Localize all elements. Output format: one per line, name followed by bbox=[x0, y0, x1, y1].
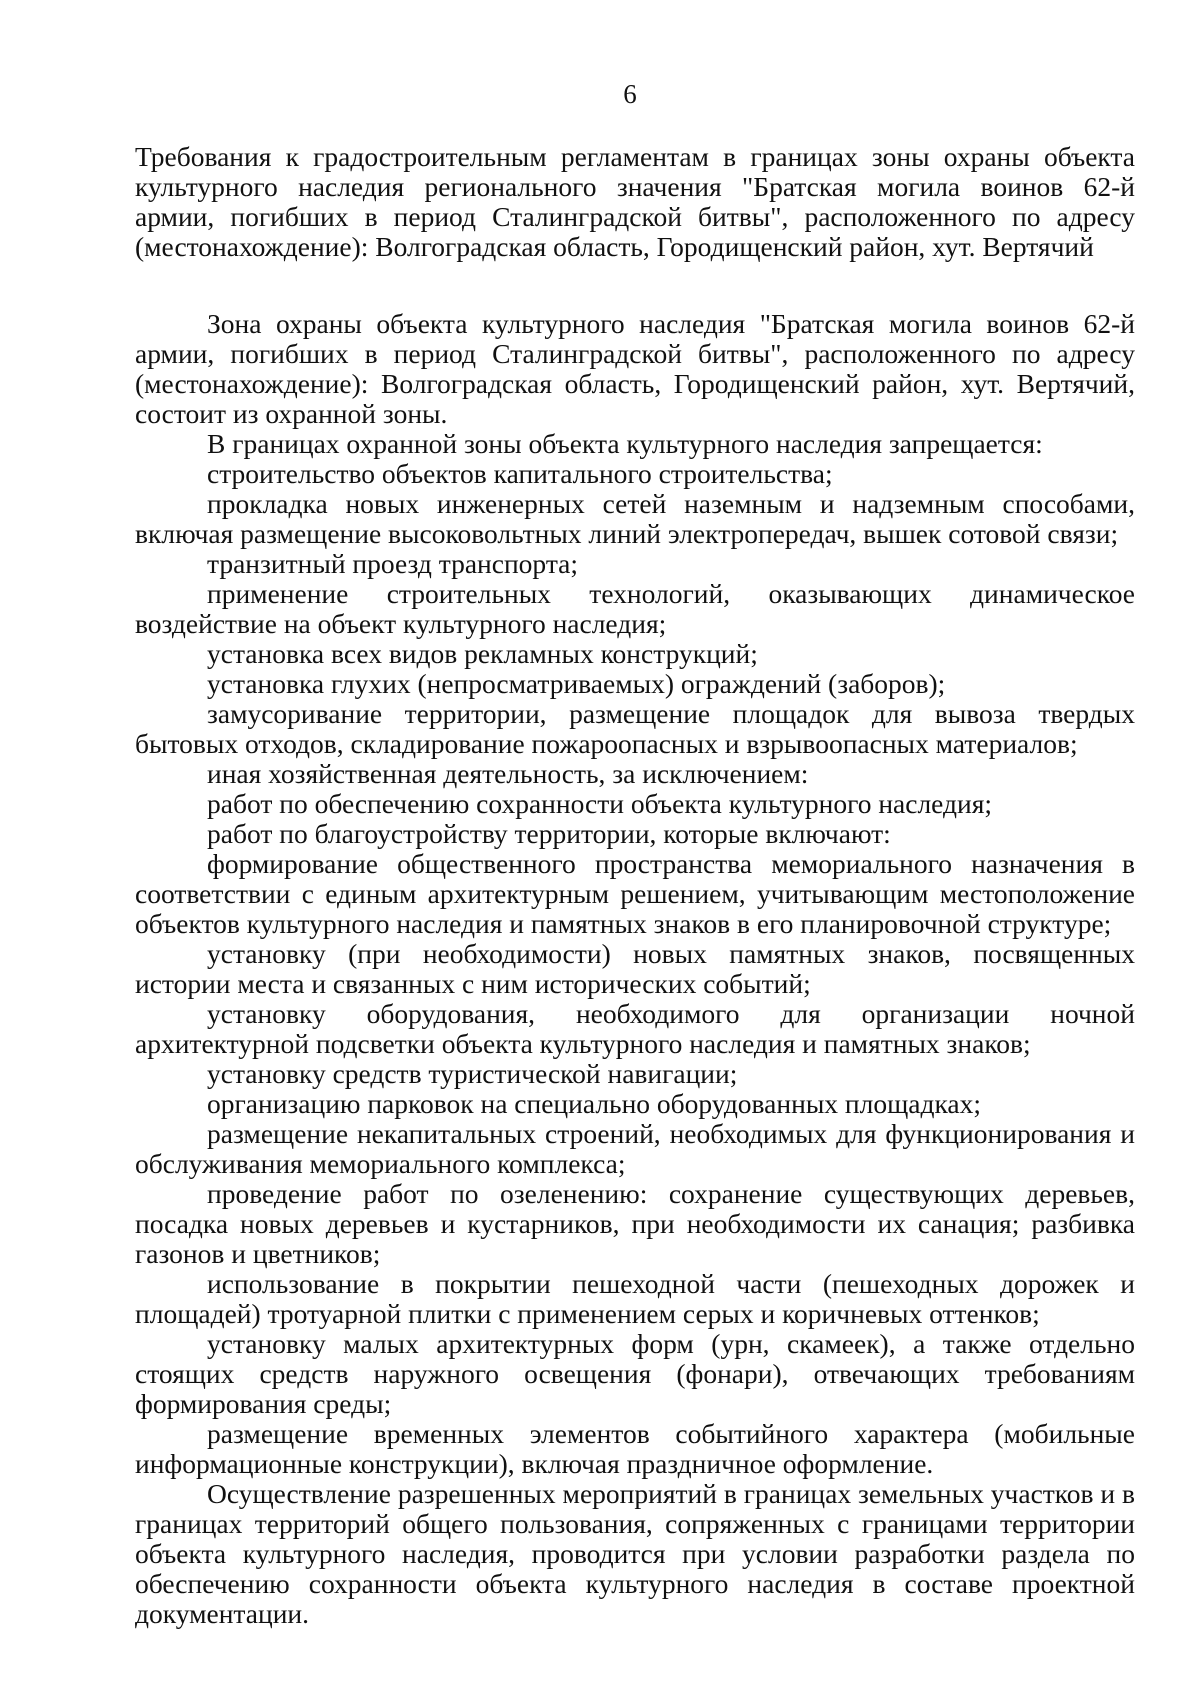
paragraph: размещение некапитальных строений, необходимых для функционирования и обслуживания мемориального комплекса; bbox=[135, 1118, 1135, 1179]
page-number: 6 bbox=[623, 79, 637, 109]
paragraph: Зона охраны объекта культурного наследия "Братская могила воинов 62-й армии, погибших в период Сталинградской битвы", расположенного по адресу (местонахождение): Волгоградская область, Городищенский район, хут. Вертячий, состоит из охранной зоны. bbox=[135, 308, 1135, 429]
paragraph: проведение работ по озеленению: сохранение существующих деревьев, посадка новых деревьев и кустарников, при необходимости их санация; разбивка газонов и цветников; bbox=[135, 1178, 1135, 1269]
paragraph: установку оборудования, необходимого для организации ночной архитектурной подсветки объекта культурного наследия и памятных знаков; bbox=[135, 998, 1135, 1059]
paragraph: установку средств туристической навигации; bbox=[207, 1058, 738, 1089]
paragraph: транзитный проезд транспорта; bbox=[207, 548, 579, 579]
paragraph: работ по обеспечению сохранности объекта культурного наследия; bbox=[207, 788, 993, 819]
paragraph: работ по благоустройству территории, которые включают: bbox=[207, 818, 891, 849]
title-line: армии, погибших в период Сталинградской битвы", расположенного по адресу bbox=[135, 201, 1135, 232]
paragraph: установку (при необходимости) новых памятных знаков, посвященных истории места и связанных с ним исторических событий; bbox=[135, 938, 1135, 999]
title-line: (местонахождение): Волгоградская область, Городищенский район, хут. Вертячий bbox=[135, 231, 1094, 262]
title-line: Требования к градостроительным регламентам в границах зоны охраны объекта bbox=[135, 141, 1135, 172]
document-content bbox=[135, 142, 1135, 1629]
paragraph: прокладка новых инженерных сетей наземным и надземным способами, включая размещение высоковольтных линий электропередач, вышек сотовой связи; bbox=[135, 488, 1135, 549]
paragraph: строительство объектов капитального строительства; bbox=[207, 458, 833, 489]
paragraph: использование в покрытии пешеходной части (пешеходных дорожек и площадей) тротуарной плитки с применением серых и коричневых оттенков; bbox=[135, 1268, 1135, 1329]
paragraph: иная хозяйственная деятельность, за исключением: bbox=[207, 758, 809, 789]
paragraph: установку малых архитектурных форм (урн, скамеек), а также отдельно стоящих средств наружного освещения (фонари), отвечающих требованиям формирования среды; bbox=[135, 1328, 1135, 1419]
document-title bbox=[135, 142, 1135, 262]
paragraph: размещение временных элементов событийного характера (мобильные информационные конструкции), включая праздничное оформление. bbox=[135, 1418, 1135, 1479]
paragraph: замусоривание территории, размещение площадок для вывоза твердых бытовых отходов, складирование пожароопасных и взрывоопасных материалов; bbox=[135, 698, 1135, 759]
paragraph: организацию парковок на специально оборудованных площадках; bbox=[207, 1088, 982, 1119]
paragraph: установка всех видов рекламных конструкций; bbox=[207, 638, 758, 669]
paragraph: установка глухих (непросматриваемых) ограждений (заборов); bbox=[207, 668, 946, 699]
paragraph: применение строительных технологий, оказывающих динамическое воздействие на объект культурного наследия; bbox=[135, 578, 1135, 639]
paragraph: Осуществление разрешенных мероприятий в границах земельных участков и в границах территорий общего пользования, сопряженных с границами территории объекта культурного наследия, проводится при условии разработки раздела по обеспечению сохранности объекта культурного наследия в составе проектной документации. bbox=[135, 1478, 1135, 1629]
title-line: культурного наследия регионального значения "Братская могила воинов 62-й bbox=[135, 171, 1135, 202]
paragraph: В границах охранной зоны объекта культурного наследия запрещается: bbox=[207, 428, 1043, 459]
document-body bbox=[135, 309, 1135, 1629]
paragraph: формирование общественного пространства мемориального назначения в соответствии с единым архитектурным решением, учитывающим местоположение объектов культурного наследия и памятных знаков в его планировочной структуре; bbox=[135, 848, 1135, 939]
